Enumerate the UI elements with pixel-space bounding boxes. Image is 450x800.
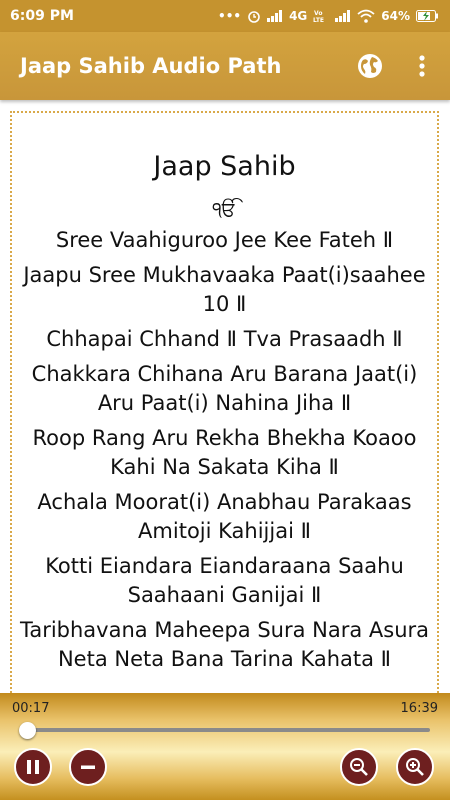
pause-icon xyxy=(24,758,42,776)
zoom-out-button[interactable] xyxy=(340,748,378,786)
pause-button[interactable] xyxy=(14,748,52,786)
ik-onkar-symbol: ੴ xyxy=(212,197,237,221)
page-title: Jaap Sahib xyxy=(153,151,296,182)
app-title: Jaap Sahib Audio Path xyxy=(20,54,282,78)
verse-line: Jaapu Sree Mukhavaaka Paat(i)saahee 10 Ⅱ xyxy=(23,263,426,316)
battery-percent: 64% xyxy=(381,9,410,23)
status-time: 6:09 PM xyxy=(10,8,74,24)
signal-icon xyxy=(267,10,283,22)
lyrics-body xyxy=(12,151,437,674)
status-icons xyxy=(218,9,438,23)
verse-line: Kotti Eiandara Eiandaraana Saahu Saahaani Ganijai Ⅱ xyxy=(45,554,404,607)
svg-text:LTE: LTE xyxy=(313,17,325,23)
seek-bar[interactable] xyxy=(26,728,430,732)
battery-charging-icon xyxy=(416,10,438,22)
wifi-icon xyxy=(357,9,375,23)
signal-icon-2 xyxy=(335,10,351,22)
seek-thumb[interactable] xyxy=(19,722,36,739)
dots-icon: ••• xyxy=(218,9,242,23)
zoom-in-icon xyxy=(404,756,426,778)
verse-line: Chhapai Chhand Ⅱ Tva Prasaadh Ⅱ xyxy=(46,327,403,351)
globe-icon[interactable] xyxy=(356,52,384,80)
network-type: 4G xyxy=(289,9,308,23)
verse-line: Taribhavana Maheepa Sura Nara Asura Neta Neta Bana Tarina Kahata Ⅱ xyxy=(19,618,430,671)
zoom-in-button[interactable] xyxy=(396,748,434,786)
total-duration: 16:39 xyxy=(400,701,438,716)
zoom-out-icon xyxy=(348,756,370,778)
more-vert-icon[interactable] xyxy=(412,52,432,80)
lyrics-panel[interactable] xyxy=(10,111,439,701)
svg-text:Vo: Vo xyxy=(314,10,323,17)
stop-button[interactable] xyxy=(69,748,107,786)
verse-line: Achala Moorat(i) Anabhau Parakaas Amitoji Kahijjai Ⅱ xyxy=(37,490,412,543)
status-bar xyxy=(0,0,450,32)
verse-line: Sree Vaahiguroo Jee Kee Fateh Ⅱ xyxy=(55,228,394,252)
verse-line: Chakkara Chihana Aru Barana Jaat(i) Aru Paat(i) Nahina Jiha Ⅱ xyxy=(31,362,418,415)
alarm-icon xyxy=(247,9,261,23)
audio-player xyxy=(0,693,450,800)
verse-line: Roop Rang Aru Rekha Bhekha Koaoo Kahi Na Sakata Kiha Ⅱ xyxy=(32,426,417,479)
elapsed-time: 00:17 xyxy=(12,701,50,716)
minus-icon xyxy=(79,758,97,776)
volte-icon xyxy=(313,9,329,23)
